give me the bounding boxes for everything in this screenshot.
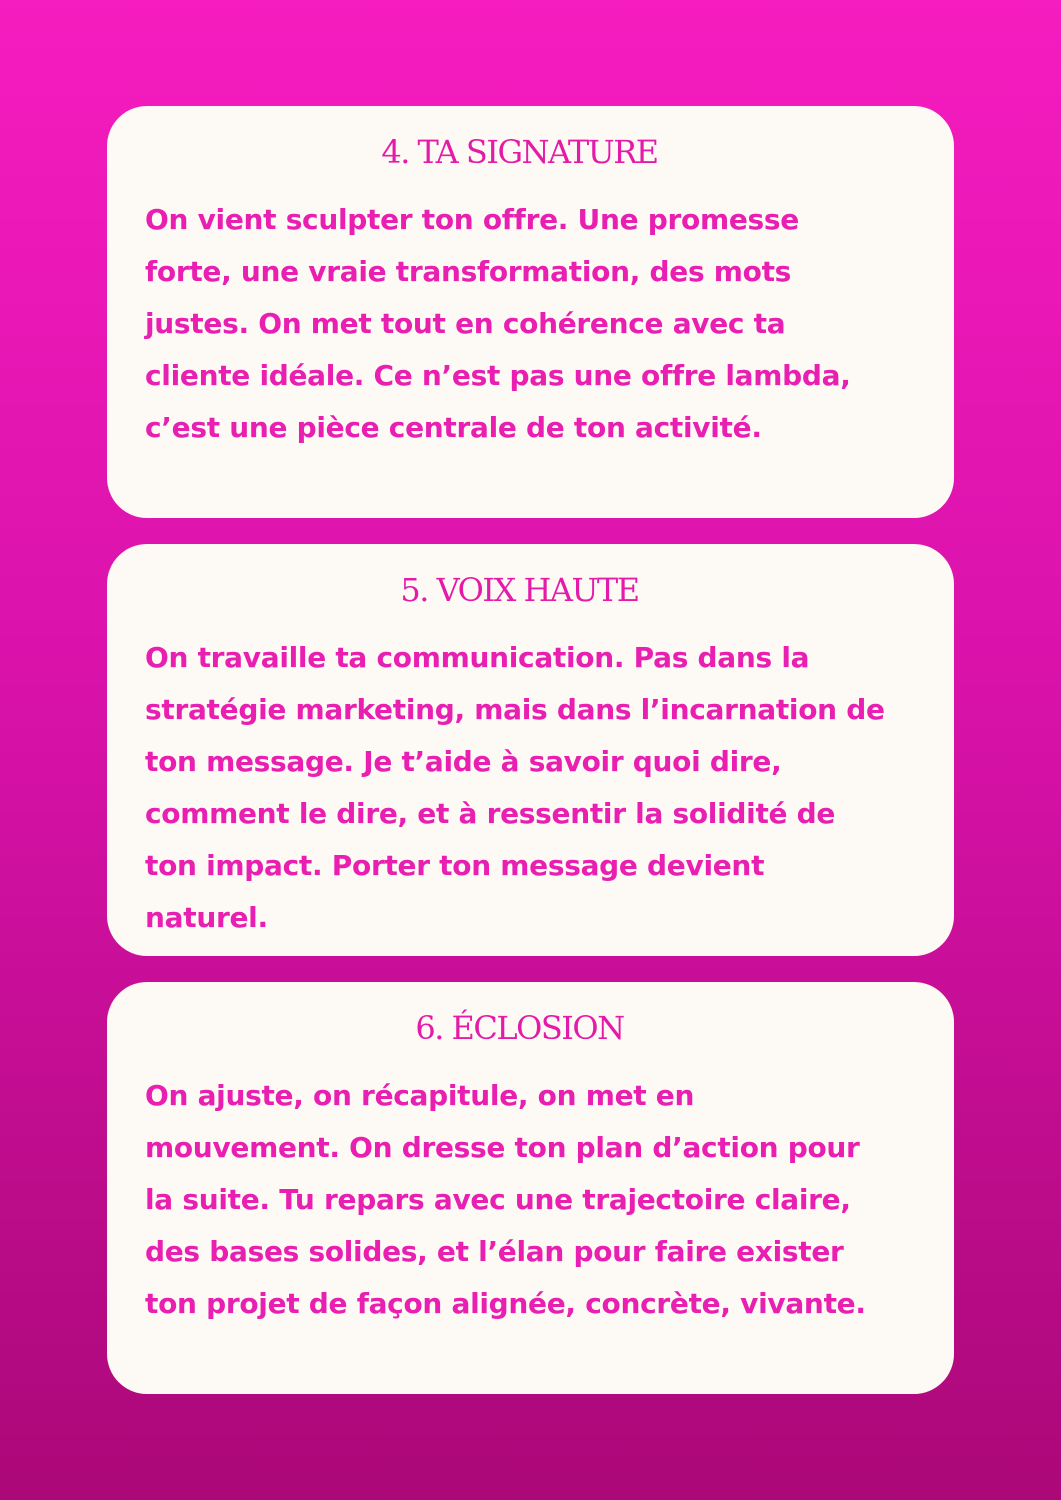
- step-card-voix-haute: [107, 544, 954, 956]
- step-title: 6. ÉCLOSION: [415, 1009, 624, 1047]
- step-title: 5. VOIX HAUTE: [400, 571, 639, 609]
- step-title: 4. TA SIGNATURE: [381, 133, 658, 171]
- step-card-signature: [107, 106, 954, 518]
- step-description: On vient sculpter ton offre. Une promesse forte, une vraie transformation, des mots justes. On met tout en cohérence avec ta cliente idéale. Ce n’est pas une offre lambda, c’est une pièce centrale de ton activité.: [145, 203, 851, 444]
- step-description: On travaille ta communication. Pas dans la stratégie marketing, mais dans l’incarnation de ton message. Je t’aide à savoir quoi dire, comment le dire, et à ressentir la solidité de ton impact. Porter ton message devient naturel.: [145, 641, 885, 934]
- step-card-eclosion: [107, 982, 954, 1394]
- step-description: On ajuste, on récapitule, on met en mouvement. On dresse ton plan d’action pour la suite. Tu repars avec une trajectoire claire, des bases solides, et l’élan pour faire exister ton projet de façon alignée, concrète, vivante.: [145, 1079, 866, 1320]
